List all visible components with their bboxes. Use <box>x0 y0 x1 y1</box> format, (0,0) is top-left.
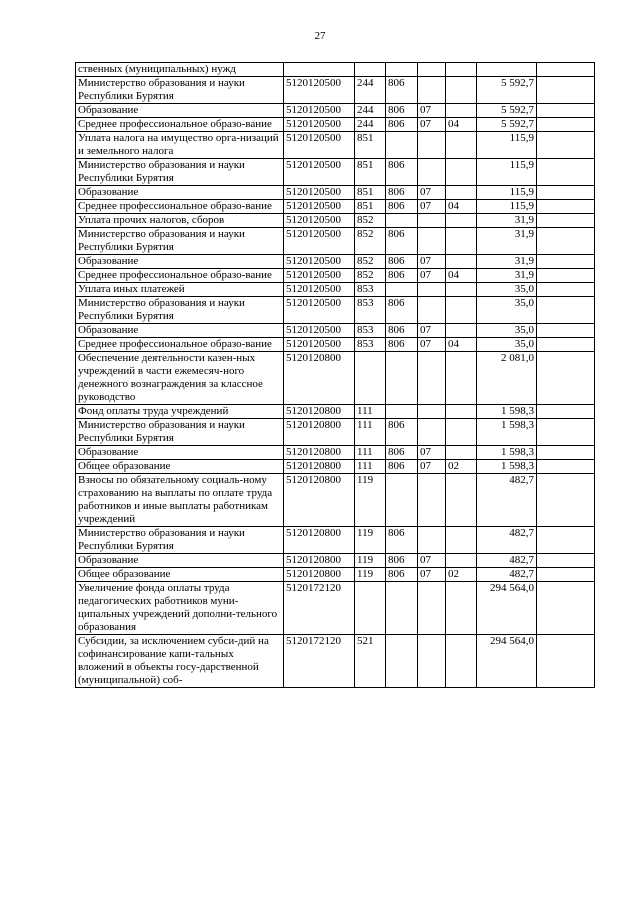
administrator-code-cell: 806 <box>386 568 418 582</box>
row-name-cell: Обеспечение деятельности казен-ных учреждений в части ежемесяч-ного денежного вознаграждения за классное руководство <box>76 352 284 405</box>
subsection-cell <box>446 297 477 324</box>
administrator-code-cell: 806 <box>386 297 418 324</box>
administrator-code-cell <box>386 63 418 77</box>
extra-cell <box>537 635 595 688</box>
amount-cell: 1 598,3 <box>477 419 537 446</box>
subsection-cell <box>446 132 477 159</box>
administrator-code-cell <box>386 635 418 688</box>
table-row <box>76 214 595 228</box>
section-cell <box>418 582 446 635</box>
amount-cell: 294 564,0 <box>477 635 537 688</box>
table-row <box>76 352 595 405</box>
administrator-code-cell <box>386 474 418 527</box>
target-article-cell: 5120120800 <box>284 474 355 527</box>
expense-type-cell: 119 <box>355 554 386 568</box>
section-cell <box>418 405 446 419</box>
section-cell: 07 <box>418 104 446 118</box>
extra-cell <box>537 405 595 419</box>
target-article-cell: 5120120500 <box>284 214 355 228</box>
subsection-cell <box>446 419 477 446</box>
administrator-code-cell: 806 <box>386 159 418 186</box>
expense-type-cell: 853 <box>355 338 386 352</box>
amount-cell: 115,9 <box>477 200 537 214</box>
table-row <box>76 186 595 200</box>
extra-cell <box>537 214 595 228</box>
amount-cell: 35,0 <box>477 283 537 297</box>
row-name-cell: Уплата налога на имущество орга-низаций и земельного налога <box>76 132 284 159</box>
expense-type-cell: 853 <box>355 324 386 338</box>
administrator-code-cell: 806 <box>386 255 418 269</box>
target-article-cell: 5120120500 <box>284 186 355 200</box>
amount-cell: 31,9 <box>477 214 537 228</box>
extra-cell <box>537 104 595 118</box>
expense-type-cell <box>355 63 386 77</box>
page-number: 27 <box>314 30 326 42</box>
amount-cell: 482,7 <box>477 527 537 554</box>
section-cell: 07 <box>418 554 446 568</box>
amount-cell: 115,9 <box>477 186 537 200</box>
amount-cell: 1 598,3 <box>477 460 537 474</box>
row-name-cell: Общее образование <box>76 460 284 474</box>
expense-type-cell: 244 <box>355 104 386 118</box>
amount-cell <box>477 63 537 77</box>
expense-type-cell: 851 <box>355 200 386 214</box>
expense-type-cell: 853 <box>355 297 386 324</box>
amount-cell: 482,7 <box>477 568 537 582</box>
section-cell: 07 <box>418 446 446 460</box>
expense-type-cell: 852 <box>355 228 386 255</box>
table-row <box>76 297 595 324</box>
administrator-code-cell <box>386 214 418 228</box>
administrator-code-cell: 806 <box>386 118 418 132</box>
administrator-code-cell <box>386 132 418 159</box>
subsection-cell <box>446 283 477 297</box>
extra-cell <box>537 132 595 159</box>
target-article-cell: 5120120500 <box>284 269 355 283</box>
extra-cell <box>537 474 595 527</box>
target-article-cell: 5120172120 <box>284 635 355 688</box>
section-cell <box>418 77 446 104</box>
expense-type-cell: 119 <box>355 568 386 582</box>
subsection-cell <box>446 214 477 228</box>
amount-cell: 2 081,0 <box>477 352 537 405</box>
amount-cell: 1 598,3 <box>477 405 537 419</box>
administrator-code-cell: 806 <box>386 104 418 118</box>
row-name-cell: Фонд оплаты труда учреждений <box>76 405 284 419</box>
subsection-cell: 04 <box>446 200 477 214</box>
section-cell: 07 <box>418 255 446 269</box>
subsection-cell <box>446 63 477 77</box>
table-row <box>76 118 595 132</box>
amount-cell: 5 592,7 <box>477 77 537 104</box>
administrator-code-cell: 806 <box>386 419 418 446</box>
extra-cell <box>537 297 595 324</box>
target-article-cell: 5120120800 <box>284 419 355 446</box>
table-row <box>76 200 595 214</box>
administrator-code-cell <box>386 405 418 419</box>
row-name-cell: Увеличение фонда оплаты труда педагогических работников муни-ципальных учреждений дополни-тельного образования <box>76 582 284 635</box>
section-cell <box>418 283 446 297</box>
subsection-cell: 04 <box>446 118 477 132</box>
expense-type-cell <box>355 352 386 405</box>
extra-cell <box>537 228 595 255</box>
subsection-cell <box>446 255 477 269</box>
extra-cell <box>537 568 595 582</box>
subsection-cell <box>446 582 477 635</box>
section-cell: 07 <box>418 324 446 338</box>
target-article-cell <box>284 63 355 77</box>
expense-type-cell: 851 <box>355 132 386 159</box>
row-name-cell: Среднее профессиональное образо-вание <box>76 269 284 283</box>
target-article-cell: 5120120500 <box>284 324 355 338</box>
amount-cell: 35,0 <box>477 338 537 352</box>
table-row <box>76 419 595 446</box>
amount-cell: 35,0 <box>477 324 537 338</box>
table-row <box>76 63 595 77</box>
amount-cell: 35,0 <box>477 297 537 324</box>
table-row <box>76 527 595 554</box>
row-name-cell: Образование <box>76 324 284 338</box>
section-cell: 07 <box>418 186 446 200</box>
table-row <box>76 405 595 419</box>
row-name-cell: Министерство образования и науки Республики Бурятия <box>76 527 284 554</box>
expense-type-cell: 111 <box>355 405 386 419</box>
table-row <box>76 474 595 527</box>
table-row <box>76 228 595 255</box>
row-name-cell: Министерство образования и науки Республики Бурятия <box>76 77 284 104</box>
section-cell: 07 <box>418 460 446 474</box>
target-article-cell: 5120120500 <box>284 338 355 352</box>
target-article-cell: 5120120500 <box>284 255 355 269</box>
target-article-cell: 5120120500 <box>284 283 355 297</box>
administrator-code-cell <box>386 582 418 635</box>
subsection-cell <box>446 324 477 338</box>
table-row <box>76 255 595 269</box>
extra-cell <box>537 186 595 200</box>
subsection-cell <box>446 104 477 118</box>
row-name-cell: Образование <box>76 446 284 460</box>
amount-cell: 482,7 <box>477 474 537 527</box>
table-row <box>76 446 595 460</box>
subsection-cell <box>446 527 477 554</box>
section-cell: 07 <box>418 200 446 214</box>
section-cell: 07 <box>418 568 446 582</box>
amount-cell: 31,9 <box>477 269 537 283</box>
row-name-cell: Министерство образования и науки Республики Бурятия <box>76 159 284 186</box>
expense-type-cell: 244 <box>355 77 386 104</box>
amount-cell: 115,9 <box>477 132 537 159</box>
subsection-cell <box>446 352 477 405</box>
target-article-cell: 5120120500 <box>284 159 355 186</box>
target-article-cell: 5120120800 <box>284 527 355 554</box>
row-name-cell: Министерство образования и науки Республики Бурятия <box>76 297 284 324</box>
extra-cell <box>537 446 595 460</box>
row-name-cell: Среднее профессиональное образо-вание <box>76 338 284 352</box>
section-cell <box>418 635 446 688</box>
extra-cell <box>537 283 595 297</box>
section-cell <box>418 419 446 446</box>
target-article-cell: 5120120500 <box>284 200 355 214</box>
table-row <box>76 582 595 635</box>
administrator-code-cell <box>386 352 418 405</box>
section-cell: 07 <box>418 118 446 132</box>
subsection-cell <box>446 405 477 419</box>
expense-type-cell <box>355 582 386 635</box>
section-cell <box>418 527 446 554</box>
section-cell <box>418 352 446 405</box>
section-cell <box>418 63 446 77</box>
row-name-cell: Уплата прочих налогов, сборов <box>76 214 284 228</box>
expense-type-cell: 521 <box>355 635 386 688</box>
administrator-code-cell: 806 <box>386 446 418 460</box>
table-row <box>76 159 595 186</box>
target-article-cell: 5120120800 <box>284 405 355 419</box>
target-article-cell: 5120120800 <box>284 352 355 405</box>
expense-type-cell: 851 <box>355 159 386 186</box>
extra-cell <box>537 460 595 474</box>
row-name-cell: Субсидии, за исключением субси-дий на софинансирование капи-тальных вложений в объекты госу-дарственной (муниципальной) соб- <box>76 635 284 688</box>
extra-cell <box>537 419 595 446</box>
extra-cell <box>537 554 595 568</box>
extra-cell <box>537 269 595 283</box>
administrator-code-cell <box>386 283 418 297</box>
section-cell <box>418 228 446 255</box>
row-name-cell: Министерство образования и науки Республики Бурятия <box>76 228 284 255</box>
target-article-cell: 5120120500 <box>284 118 355 132</box>
extra-cell <box>537 118 595 132</box>
extra-cell <box>537 527 595 554</box>
extra-cell <box>537 324 595 338</box>
row-name-cell: Общее образование <box>76 568 284 582</box>
subsection-cell: 02 <box>446 568 477 582</box>
extra-cell <box>537 77 595 104</box>
expense-type-cell: 852 <box>355 214 386 228</box>
row-name-cell: Образование <box>76 104 284 118</box>
amount-cell: 482,7 <box>477 554 537 568</box>
administrator-code-cell: 806 <box>386 338 418 352</box>
table-row <box>76 554 595 568</box>
subsection-cell <box>446 474 477 527</box>
budget-table-body <box>76 63 595 688</box>
amount-cell: 294 564,0 <box>477 582 537 635</box>
expense-type-cell: 119 <box>355 527 386 554</box>
extra-cell <box>537 582 595 635</box>
amount-cell: 1 598,3 <box>477 446 537 460</box>
expense-type-cell: 111 <box>355 419 386 446</box>
target-article-cell: 5120120500 <box>284 104 355 118</box>
table-row <box>76 338 595 352</box>
expense-type-cell: 853 <box>355 283 386 297</box>
extra-cell <box>537 159 595 186</box>
administrator-code-cell: 806 <box>386 554 418 568</box>
extra-cell <box>537 255 595 269</box>
amount-cell: 5 592,7 <box>477 104 537 118</box>
subsection-cell: 04 <box>446 269 477 283</box>
administrator-code-cell: 806 <box>386 200 418 214</box>
row-name-cell: ственных (муниципальных) нужд <box>76 63 284 77</box>
subsection-cell <box>446 228 477 255</box>
table-row <box>76 460 595 474</box>
section-cell: 07 <box>418 269 446 283</box>
section-cell <box>418 474 446 527</box>
table-row <box>76 283 595 297</box>
target-article-cell: 5120120800 <box>284 554 355 568</box>
subsection-cell <box>446 554 477 568</box>
subsection-cell: 04 <box>446 338 477 352</box>
row-name-cell: Среднее профессиональное образо-вание <box>76 200 284 214</box>
table-row <box>76 104 595 118</box>
extra-cell <box>537 352 595 405</box>
amount-cell: 5 592,7 <box>477 118 537 132</box>
row-name-cell: Взносы по обязательному социаль-ному страхованию на выплаты по оплате труда работников и иные выплаты работникам учреждений <box>76 474 284 527</box>
table-row <box>76 132 595 159</box>
expense-type-cell: 119 <box>355 474 386 527</box>
table-row <box>76 635 595 688</box>
expense-type-cell: 851 <box>355 186 386 200</box>
subsection-cell <box>446 77 477 104</box>
expense-type-cell: 852 <box>355 269 386 283</box>
expense-type-cell: 244 <box>355 118 386 132</box>
subsection-cell <box>446 186 477 200</box>
section-cell <box>418 132 446 159</box>
subsection-cell: 02 <box>446 460 477 474</box>
administrator-code-cell: 806 <box>386 269 418 283</box>
administrator-code-cell: 806 <box>386 527 418 554</box>
expense-type-cell: 111 <box>355 460 386 474</box>
target-article-cell: 5120120800 <box>284 568 355 582</box>
target-article-cell: 5120120500 <box>284 132 355 159</box>
target-article-cell: 5120120800 <box>284 460 355 474</box>
target-article-cell: 5120120500 <box>284 297 355 324</box>
section-cell: 07 <box>418 338 446 352</box>
budget-table <box>75 62 595 688</box>
administrator-code-cell: 806 <box>386 228 418 255</box>
section-cell <box>418 297 446 324</box>
row-name-cell: Образование <box>76 554 284 568</box>
table-row <box>76 324 595 338</box>
section-cell <box>418 159 446 186</box>
row-name-cell: Образование <box>76 255 284 269</box>
administrator-code-cell: 806 <box>386 77 418 104</box>
extra-cell <box>537 338 595 352</box>
row-name-cell: Уплата иных платежей <box>76 283 284 297</box>
amount-cell: 31,9 <box>477 255 537 269</box>
extra-cell <box>537 200 595 214</box>
table-row <box>76 77 595 104</box>
administrator-code-cell: 806 <box>386 460 418 474</box>
target-article-cell: 5120172120 <box>284 582 355 635</box>
administrator-code-cell: 806 <box>386 324 418 338</box>
section-cell <box>418 214 446 228</box>
expense-type-cell: 111 <box>355 446 386 460</box>
table-row <box>76 269 595 283</box>
table-row <box>76 568 595 582</box>
row-name-cell: Министерство образования и науки Республики Бурятия <box>76 419 284 446</box>
target-article-cell: 5120120500 <box>284 228 355 255</box>
extra-cell <box>537 63 595 77</box>
amount-cell: 115,9 <box>477 159 537 186</box>
expense-type-cell: 852 <box>355 255 386 269</box>
subsection-cell <box>446 159 477 186</box>
target-article-cell: 5120120800 <box>284 446 355 460</box>
subsection-cell <box>446 635 477 688</box>
subsection-cell <box>446 446 477 460</box>
row-name-cell: Образование <box>76 186 284 200</box>
administrator-code-cell: 806 <box>386 186 418 200</box>
row-name-cell: Среднее профессиональное образо-вание <box>76 118 284 132</box>
amount-cell: 31,9 <box>477 228 537 255</box>
target-article-cell: 5120120500 <box>284 77 355 104</box>
